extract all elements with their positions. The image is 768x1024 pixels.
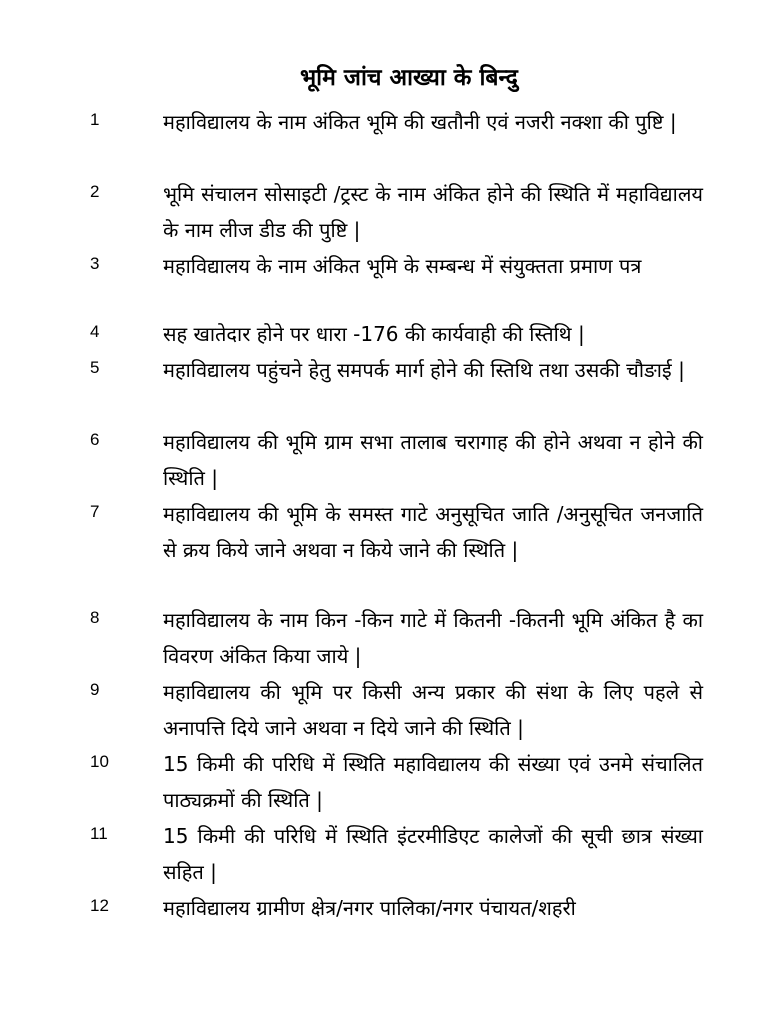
- item-number: 8: [90, 608, 100, 627]
- item-text: महाविद्यालय की भूमि पर किसी अन्य प्रकार की संथा के लिए पहले से अनापत्ति दिये जाने अथवा न दिये जाने की स्थिति |: [163, 680, 703, 740]
- item-number: 9: [90, 680, 100, 699]
- item-text: 15 किमी की परिधि में स्थिति इंटरमीडिएट कालेजों की सूची छात्र संख्या सहित |: [163, 824, 703, 884]
- item-number: 11: [90, 824, 108, 843]
- item-number: 3: [90, 254, 100, 273]
- item-number: 5: [90, 358, 100, 377]
- item-text: महाविद्यालय पहुंचने हेतु समपर्क मार्ग होने की स्तिथि तथा उसकी चौङाई |: [163, 358, 685, 382]
- item-text: महाविद्यालय की भूमि के समस्त गाटे अनुसूचित जाति /अनुसूचित जनजाति से क्रय किये जाने अथवा न किये जाने की स्थिति |: [163, 502, 703, 562]
- item-number: 2: [90, 182, 100, 201]
- item-text: 15 किमी की परिधि में स्थिति महाविद्यालय की संख्या एवं उनमे संचालित पाठ्यक्रमों की स्थिति |: [163, 752, 703, 812]
- item-text: महाविद्यालय के नाम किन -किन गाटे में कितनी -कितनी भूमि अंकित है का विवरण अंकित किया जाये |: [163, 608, 703, 668]
- item-number: 12: [90, 896, 109, 915]
- item-number: 6: [90, 430, 100, 449]
- item-number: 4: [90, 322, 100, 341]
- item-number: 1: [90, 110, 100, 129]
- item-number: 7: [90, 502, 100, 521]
- item-text: भूमि संचालन सोसाइटी /ट्रस्ट के नाम अंकित होने की स्थिति में महाविद्यालय के नाम लीज डीड की पुष्टि |: [163, 182, 703, 242]
- item-text: महाविद्यालय के नाम अंकित भूमि के सम्बन्ध में संयुक्तता प्रमाण पत्र: [163, 254, 642, 278]
- item-text: महाविद्यालय ग्रामीण क्षेत्र/नगर पालिका/नगर पंचायत/शहरी: [163, 896, 576, 920]
- item-text: महाविद्यालय के नाम अंकित भूमि की खतौनी एवं नजरी नक्शा की पुष्टि |: [163, 110, 677, 134]
- item-text: सह खातेदार होने पर धारा -176 की कार्यवाही की स्तिथि |: [163, 322, 585, 346]
- item-text: महाविद्यालय की भूमि ग्राम सभा तालाब चरागाह की होने अथवा न होने की स्थिति |: [163, 430, 703, 490]
- page-title: भूमि जांच आख्या के बिन्दु: [300, 65, 518, 91]
- item-number: 10: [90, 752, 109, 771]
